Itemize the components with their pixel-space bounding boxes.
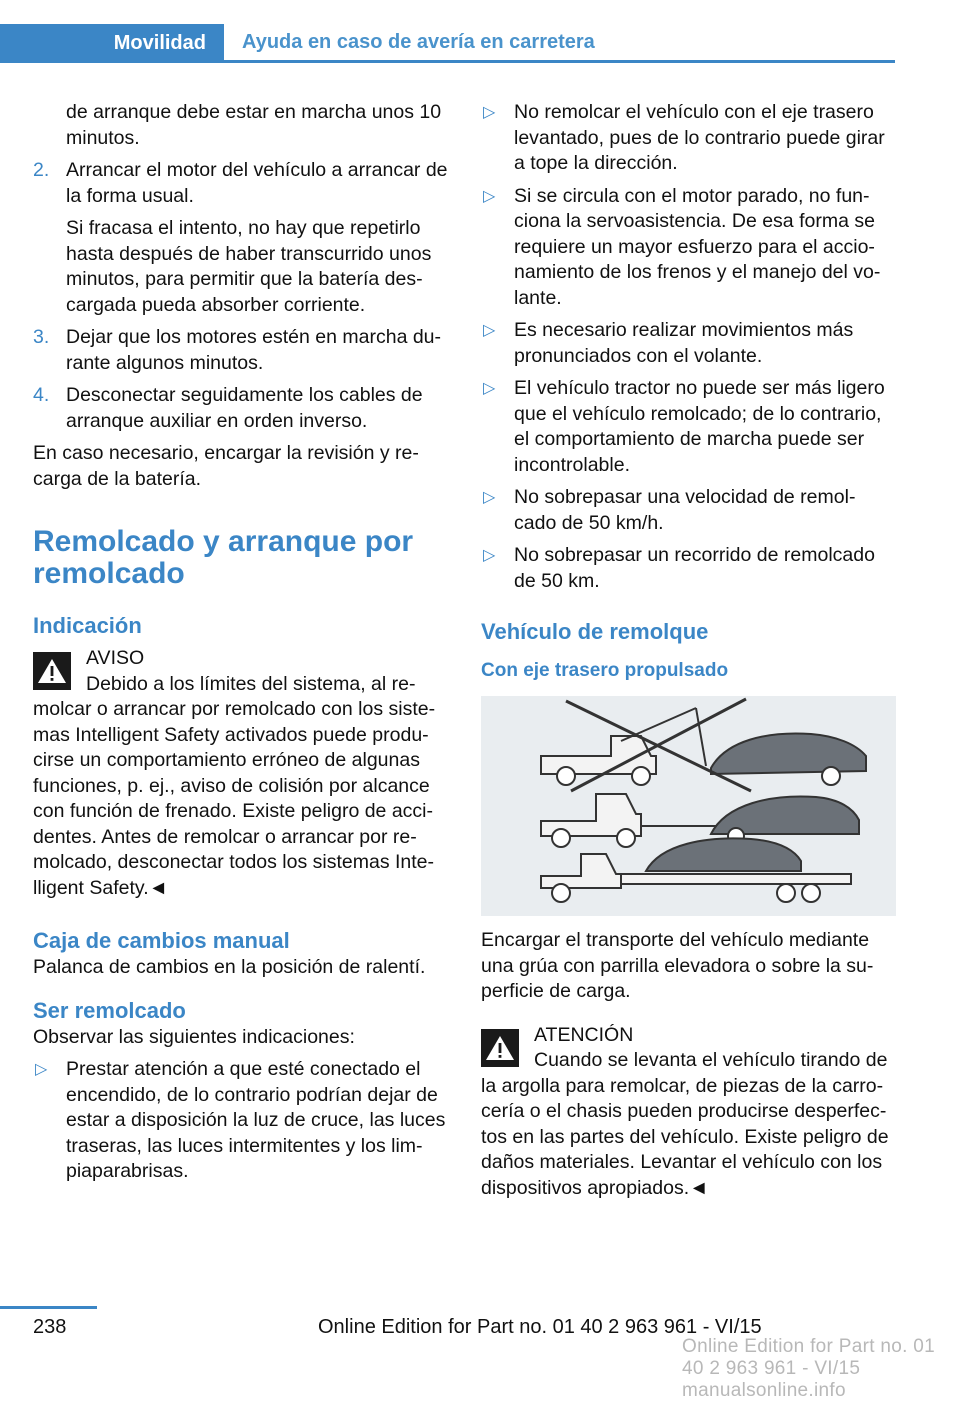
manual-gearbox-heading: Caja de cambios manual — [33, 928, 290, 953]
caution-notice — [481, 1023, 896, 1202]
page-header — [0, 24, 895, 62]
being-towed-intro: Observar las siguientes indicaciones: — [33, 1025, 355, 1048]
header-rule — [0, 60, 895, 63]
step-text: Dejar que los motores estén en marcha du-rante algunos minutos. — [66, 326, 442, 374]
watermark: Online Edition for Part no. 01 40 2 963 961 - VI/15 manualsonline.info — [682, 1336, 935, 1401]
list-item — [481, 543, 896, 594]
step-text: Arrancar el motor del vehículo a arrancar de la forma usual. — [66, 159, 448, 207]
warning-icon — [33, 652, 71, 690]
section-title: Remolcado y arranque por remolcado — [33, 525, 414, 590]
manual-gearbox-text: Palanca de cambios en la posición de ralentí. — [33, 956, 426, 978]
warning-text: molcar o arrancar por remolcado con los siste-mas Intelligent Safety activados puede produ-cirse un comportamiento erróneo de algunas funciones, p. ej., aviso de colisión por alcance con función de frenado. Existe peligro de acci-dentes. Antes de remolcar o arrancar por re-molcado, desconectar todos los sistemas Inte-lligent Safety.◄ — [33, 698, 436, 899]
closing-paragraph: En caso necesario, encargar la revisión y re-carga de la batería. — [33, 442, 419, 490]
trailer-vehicle-heading: Vehículo de remolque — [481, 619, 709, 644]
page-number: 238 — [33, 1316, 67, 1338]
list-item-text: Es necesario realizar movimientos más pronunciados con el volante. — [514, 319, 854, 367]
list-item-text: No sobrepasar una velocidad de remol-cado de 50 km/h. — [514, 486, 856, 534]
step-text: Desconectar seguidamente los cables de arranque auxiliar en orden inverso. — [66, 384, 423, 432]
warning-label: AVISO — [86, 647, 145, 669]
bullet-triangle-icon: ▷ — [35, 1061, 48, 1078]
step-continuation: de arranque debe estar en marcha unos 10 minutos. — [66, 101, 442, 149]
step-number: 3. — [33, 326, 50, 348]
list-item-text: No sobrepasar un recorrido de remolcado de 50 km. — [514, 544, 875, 592]
bullet-triangle-icon: ▷ — [483, 104, 496, 121]
bullet-triangle-icon: ▷ — [483, 187, 496, 205]
breadcrumb: Ayuda en caso de avería en carretera — [242, 31, 595, 53]
step-text: Si fracasa el intento, no hay que repetirlo hasta después de haber transcurrido unos minutos, para permitir que la batería des-cargada pueda absorber corriente. — [66, 217, 432, 316]
step-3 — [33, 325, 448, 376]
bullet-triangle-icon: ▷ — [483, 380, 496, 397]
warning-text-start: Debido a los límites del sistema, al re- — [86, 672, 416, 695]
towing-illustration — [481, 696, 896, 916]
being-towed-heading: Ser remolcado — [33, 997, 186, 1023]
list-item — [481, 100, 896, 177]
footer-rule — [0, 1306, 97, 1309]
list-item — [33, 1057, 448, 1185]
list-item-text: No remolcar el vehículo con el eje trasero levantado, pues de lo contrario puede girar a tope la dirección. — [514, 101, 885, 174]
warning-icon — [481, 1029, 519, 1067]
warning-notice — [33, 646, 448, 901]
step-2 — [33, 158, 448, 318]
list-item — [481, 318, 896, 369]
list-item — [481, 184, 896, 312]
list-item — [481, 485, 896, 536]
list-item-text: Prestar atención a que esté conectado el encendido, de lo contrario podrían dejar de estar a disposición la luz de cruce, las luces traseras, las luces intermitentes y los lim-piaparabrisas. — [66, 1058, 446, 1182]
left-column — [33, 100, 448, 1185]
bullet-triangle-icon: ▷ — [483, 489, 496, 506]
step-4 — [33, 383, 448, 434]
section-tab — [0, 24, 224, 62]
edition-note: Online Edition for Part no. 01 40 2 963 961 - VI/15 — [318, 1316, 762, 1338]
list-item-text: El vehículo tractor no puede ser más ligero que el vehículo remolcado; de lo contrario, el comportamiento de marcha puede ser incontrolable. — [514, 377, 885, 476]
bullet-triangle-icon: ▷ — [483, 547, 496, 564]
caution-label: ATENCIÓN — [534, 1023, 634, 1046]
step-number: 4. — [33, 384, 50, 406]
step-number: 2. — [33, 159, 50, 181]
rwd-heading: Con eje trasero propulsado — [481, 660, 729, 681]
right-column — [481, 100, 896, 1201]
bullet-triangle-icon: ▷ — [483, 322, 496, 339]
caution-text: la argolla para remolcar, de piezas de la carro-cería o el chasis pueden producirse desperfec-tos en las partes del vehículo. Existe peligro de daños materiales. Levantar el vehículo con los dispositivos apropiados.◄ — [481, 1074, 889, 1199]
caution-text-start: Cuando se levanta el vehículo tirando de — [534, 1049, 888, 1071]
transport-text: Encargar el transporte del vehículo mediante una grúa con parrilla elevadora o sobre la su-perficie de carga. — [481, 929, 874, 1002]
list-item-text: Si se circula con el motor parado, no fun-ciona la servoasistencia. De esa forma se requiere un mayor esfuerzo para el accio-namiento de los frenos y el manejo del vo-lante. — [514, 184, 881, 309]
indicacion-heading: Indicación — [33, 613, 142, 638]
list-item — [481, 376, 896, 478]
section-tab-label: Movilidad — [113, 31, 206, 54]
